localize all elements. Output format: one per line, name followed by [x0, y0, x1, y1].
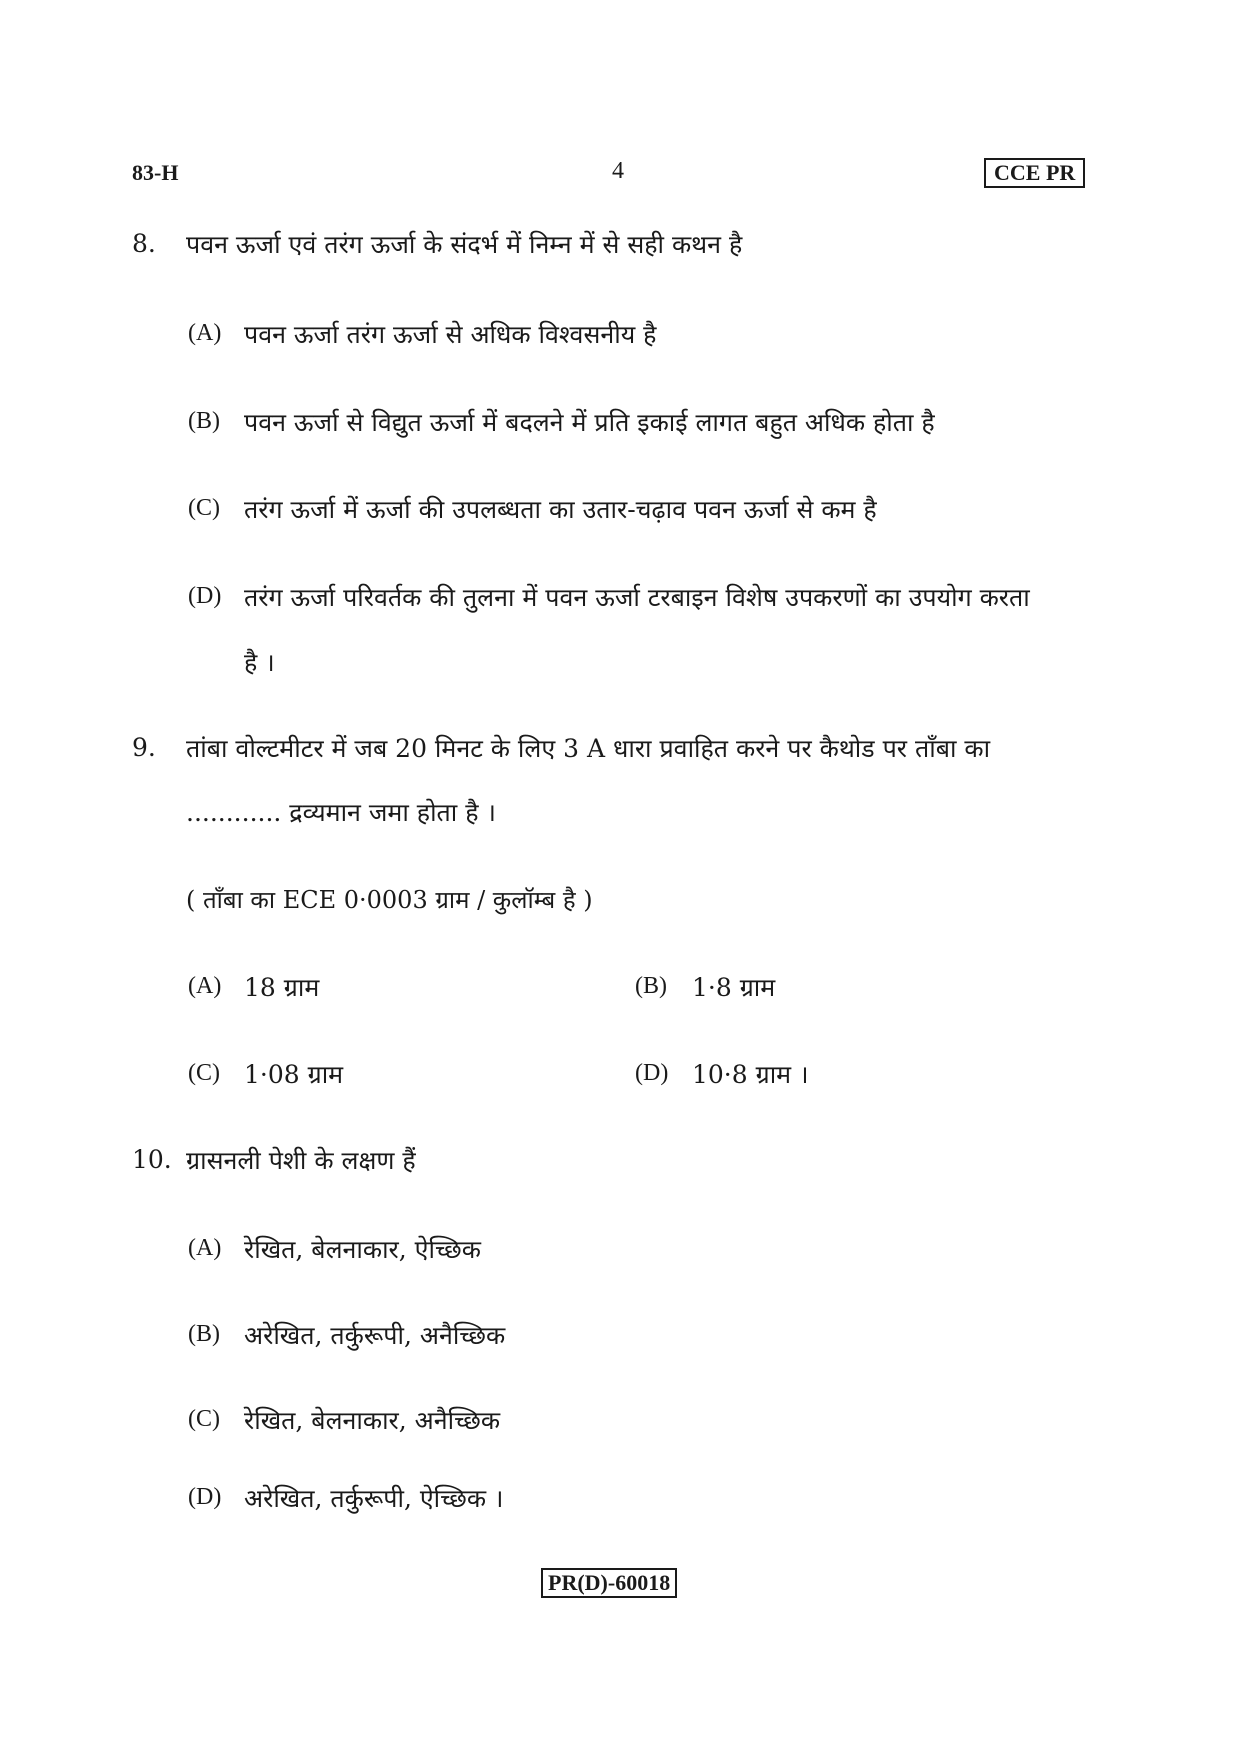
- option-letter-b: (B): [188, 1321, 220, 1347]
- option-text-c: 1·08 ग्राम: [244, 1060, 344, 1089]
- series-badge: CCE PR: [984, 158, 1085, 188]
- question-number: 10.: [132, 1145, 172, 1174]
- option-letter-d: (D): [188, 583, 222, 609]
- option-letter-d: (D): [188, 1484, 222, 1510]
- option-text-a: रेखित, बेलनाकार, ऐच्छिक: [244, 1235, 481, 1264]
- option-letter-c: (C): [188, 1060, 220, 1086]
- option-text-d-line2: है ।: [244, 648, 275, 677]
- option-text-a: पवन ऊर्जा तरंग ऊर्जा से अधिक विश्वसनीय है: [244, 320, 657, 349]
- question-note: ( ताँबा का ECE 0·0003 ग्राम / कुलॉम्ब है ): [186, 886, 593, 914]
- option-letter-a: (A): [188, 973, 222, 999]
- option-text-c: रेखित, बेलनाकार, अनैच्छिक: [244, 1406, 501, 1435]
- option-letter-c: (C): [188, 1406, 220, 1432]
- option-text-d-line1: तरंग ऊर्जा परिवर्तक की तुलना में पवन ऊर्जा टरबाइन विशेष उपकरणों का उपयोग करता: [244, 583, 1030, 612]
- option-text-b: अरेखित, तर्कुरूपी, अनैच्छिक: [244, 1321, 506, 1350]
- option-letter-a: (A): [188, 320, 222, 346]
- option-letter-b: (B): [635, 973, 667, 999]
- question-number: 8.: [132, 229, 156, 258]
- option-letter-d: (D): [635, 1060, 669, 1086]
- option-letter-c: (C): [188, 495, 220, 521]
- question-text-line1: तांबा वोल्टमीटर में जब 20 मिनट के लिए 3 A धारा प्रवाहित करने पर कैथोड पर ताँबा का: [186, 734, 991, 763]
- question-text-line2: ............ द्रव्यमान जमा होता है ।: [186, 798, 496, 827]
- option-text-b: 1·8 ग्राम: [692, 973, 776, 1002]
- question-text: ग्रासनली पेशी के लक्षण हैं: [186, 1146, 416, 1175]
- option-text-d: अरेखित, तर्कुरूपी, ऐच्छिक ।: [244, 1484, 504, 1513]
- paper-code: 83-H: [132, 160, 179, 185]
- option-letter-b: (B): [188, 408, 220, 434]
- option-text-d: 10·8 ग्राम ।: [692, 1060, 809, 1089]
- option-text-c: तरंग ऊर्जा में ऊर्जा की उपलब्धता का उतार-चढ़ाव पवन ऊर्जा से कम है: [244, 495, 877, 524]
- question-number: 9.: [132, 733, 156, 762]
- option-text-a: 18 ग्राम: [244, 973, 320, 1002]
- question-text: पवन ऊर्जा एवं तरंग ऊर्जा के संदर्भ में निम्न में से सही कथन है: [186, 230, 743, 259]
- footer-code-badge: PR(D)-60018: [541, 1568, 677, 1598]
- page-number: 4: [612, 158, 624, 184]
- option-text-b: पवन ऊर्जा से विद्युत ऊर्जा में बदलने में प्रति इकाई लागत बहुत अधिक होता है: [244, 408, 935, 437]
- option-letter-a: (A): [188, 1235, 222, 1261]
